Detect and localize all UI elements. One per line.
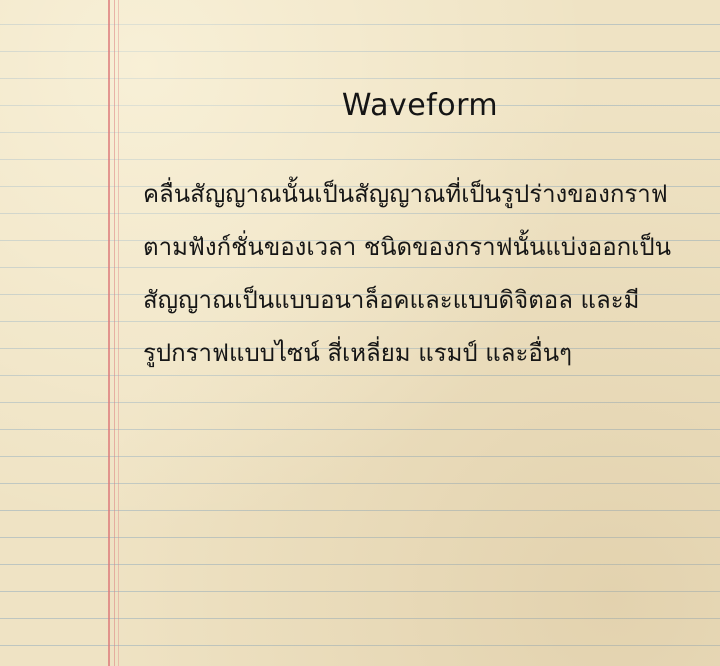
paragraph-line-3: สัญญาณเป็นแบบอนาล็อคและแบบดิจิตอล และมี	[143, 286, 640, 314]
paragraph-line-1: คลื่นสัญญาณนั้นเป็นสัญญาณที่เป็นรูปร่างของกราฟ	[143, 180, 668, 208]
paragraph-line-4: รูปกราฟแบบไซน์ สี่เหลี่ยม แรมป์ และอื่นๆ	[143, 339, 573, 367]
page-title: Waveform	[341, 88, 499, 123]
margin-line	[108, 0, 110, 666]
margin-line	[118, 0, 119, 666]
body-paragraph	[143, 168, 703, 380]
paragraph-line-2: ตามฟังก์ชั่นของเวลา ชนิดของกราฟนั้นแบ่งออกเป็น	[143, 233, 671, 261]
margin-line	[114, 0, 115, 666]
